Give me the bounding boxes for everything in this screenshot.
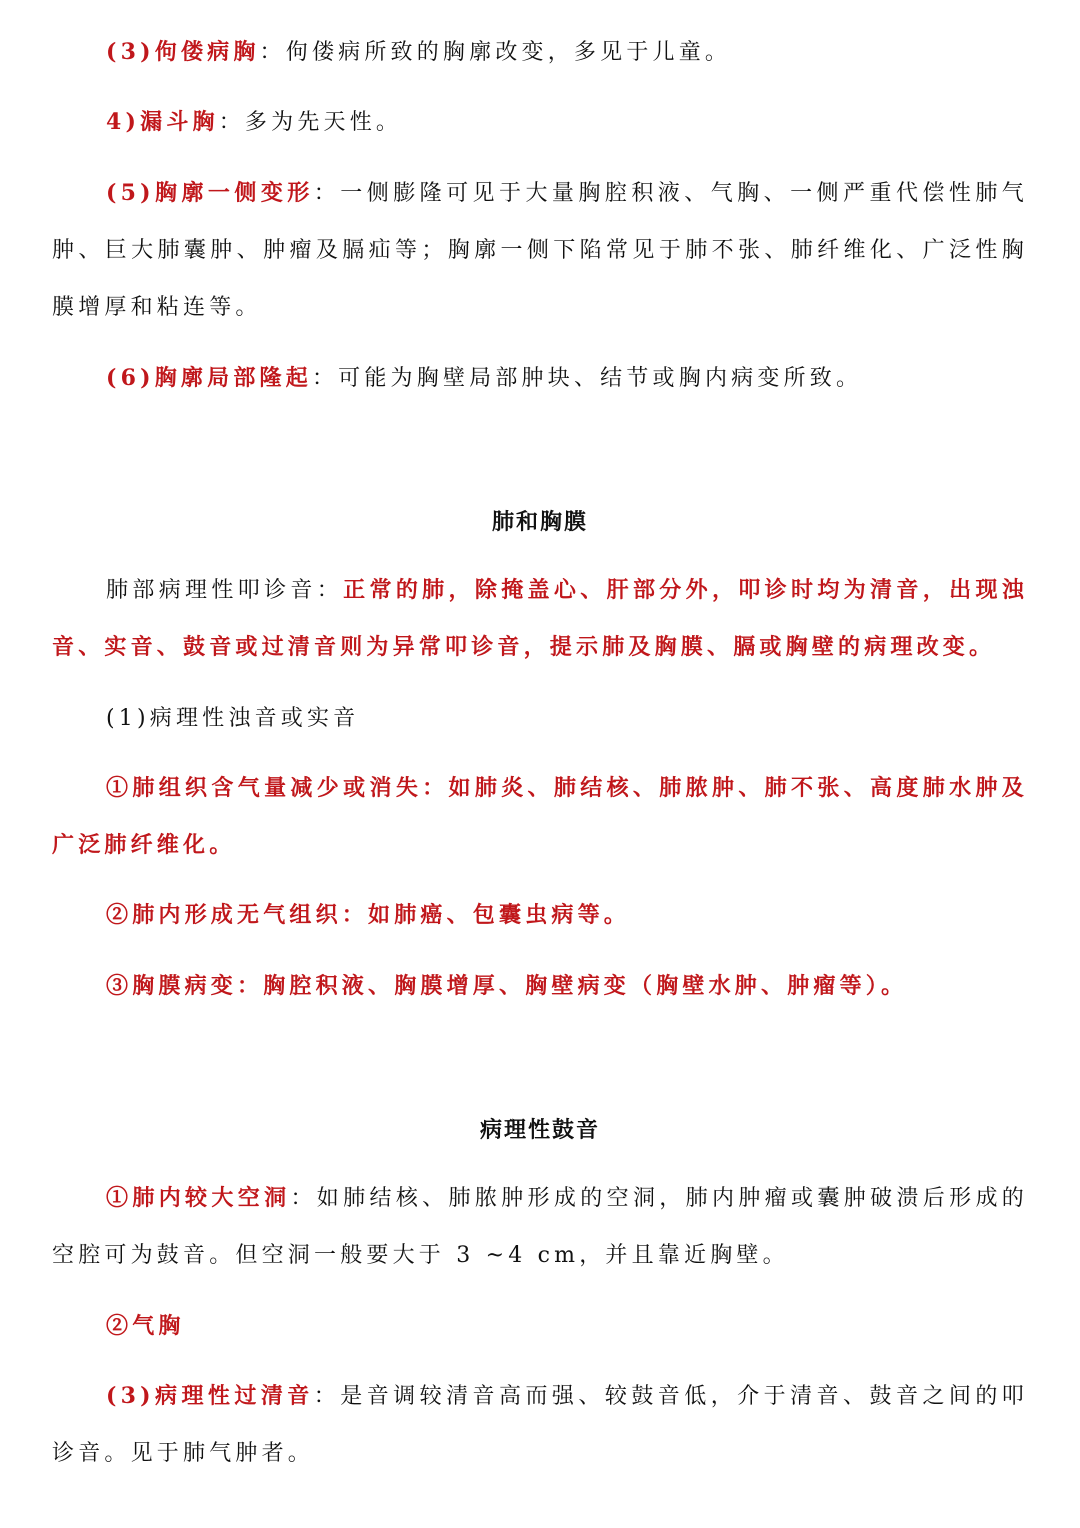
chest-item-funnel bbox=[52, 94, 1028, 151]
item-label: (6)胸廓局部隆起 bbox=[106, 365, 312, 391]
item-text: ：可能为胸壁局部肿块、结节或胸内病变所致。 bbox=[311, 366, 863, 391]
tympany-item-cavity bbox=[52, 1170, 1028, 1284]
section-heading-tympany: 病理性鼓音 bbox=[479, 1117, 600, 1143]
item-text: ：如肺结核、肺脓肿形成的空洞，肺内肿瘤或囊肿破溃后形成的空腔可为鼓音。但空洞一般要大于 3 ~4 cm，并且靠近胸壁。 bbox=[52, 1186, 1028, 1268]
item-label: (3)佝偻病胸 bbox=[106, 39, 260, 65]
dull-item-3: ③胸膜病变：胸腔积液、胸膜增厚、胸壁病变（胸壁水肿、肿瘤等）。 bbox=[106, 973, 908, 999]
dull-item-2: ②肺内形成无气组织：如肺癌、包囊虫病等。 bbox=[106, 902, 631, 928]
item-text: ：多为先天性。 bbox=[218, 110, 403, 135]
intro-label: 肺部病理性叩诊音： bbox=[106, 578, 344, 603]
item-text: ：佝偻病所致的胸廓改变，多见于儿童。 bbox=[259, 40, 732, 65]
section-heading-lung-pleura: 肺和胸膜 bbox=[491, 509, 588, 535]
intro-text: 正常的肺，除掩盖心、肝部分外，叩诊时均为清音，出现浊音、实音、鼓音或过清音则为异常叩诊音，提示肺及胸膜、膈或胸壁的病理改变。 bbox=[52, 577, 1028, 660]
dull-item-1: ①肺组织含气量减少或消失：如肺炎、肺结核、肺脓肿、肺不张、高度肺水肿及广泛肺纤维化。 bbox=[52, 775, 1028, 858]
item-text: ：是音调较清音高而强、较鼓音低，介于清音、鼓音之间的叩诊音。见于肺气肿者。 bbox=[52, 1384, 1028, 1466]
subheading-text: (1)病理性浊音或实音 bbox=[106, 706, 360, 731]
dull-subheading bbox=[52, 690, 1028, 747]
item-label: 4)漏斗胸 bbox=[106, 109, 219, 135]
chest-item-rickets bbox=[52, 24, 1028, 81]
item-label: (5)胸廓一侧变形 bbox=[106, 180, 314, 206]
item-text: ：一侧膨隆可见于大量胸腔积液、气胸、一侧严重代偿性肺气肿、巨大肺囊肿、肿瘤及膈疝等；胸廓一侧下陷常见于肺不张、肺纤维化、广泛性胸膜增厚和粘连等。 bbox=[52, 181, 1028, 320]
lung-intro bbox=[52, 562, 1028, 676]
chest-item-unilateral bbox=[52, 165, 1028, 336]
item-label: ①肺内较大空洞 bbox=[106, 1185, 291, 1211]
item-label: ②气胸 bbox=[106, 1313, 185, 1339]
tympany-item-pneumothorax bbox=[52, 1298, 1028, 1355]
chest-item-local-bulge bbox=[52, 350, 1028, 407]
tympany-item-hyperresonance bbox=[52, 1368, 1028, 1482]
item-label: (3)病理性过清音 bbox=[106, 1383, 314, 1409]
